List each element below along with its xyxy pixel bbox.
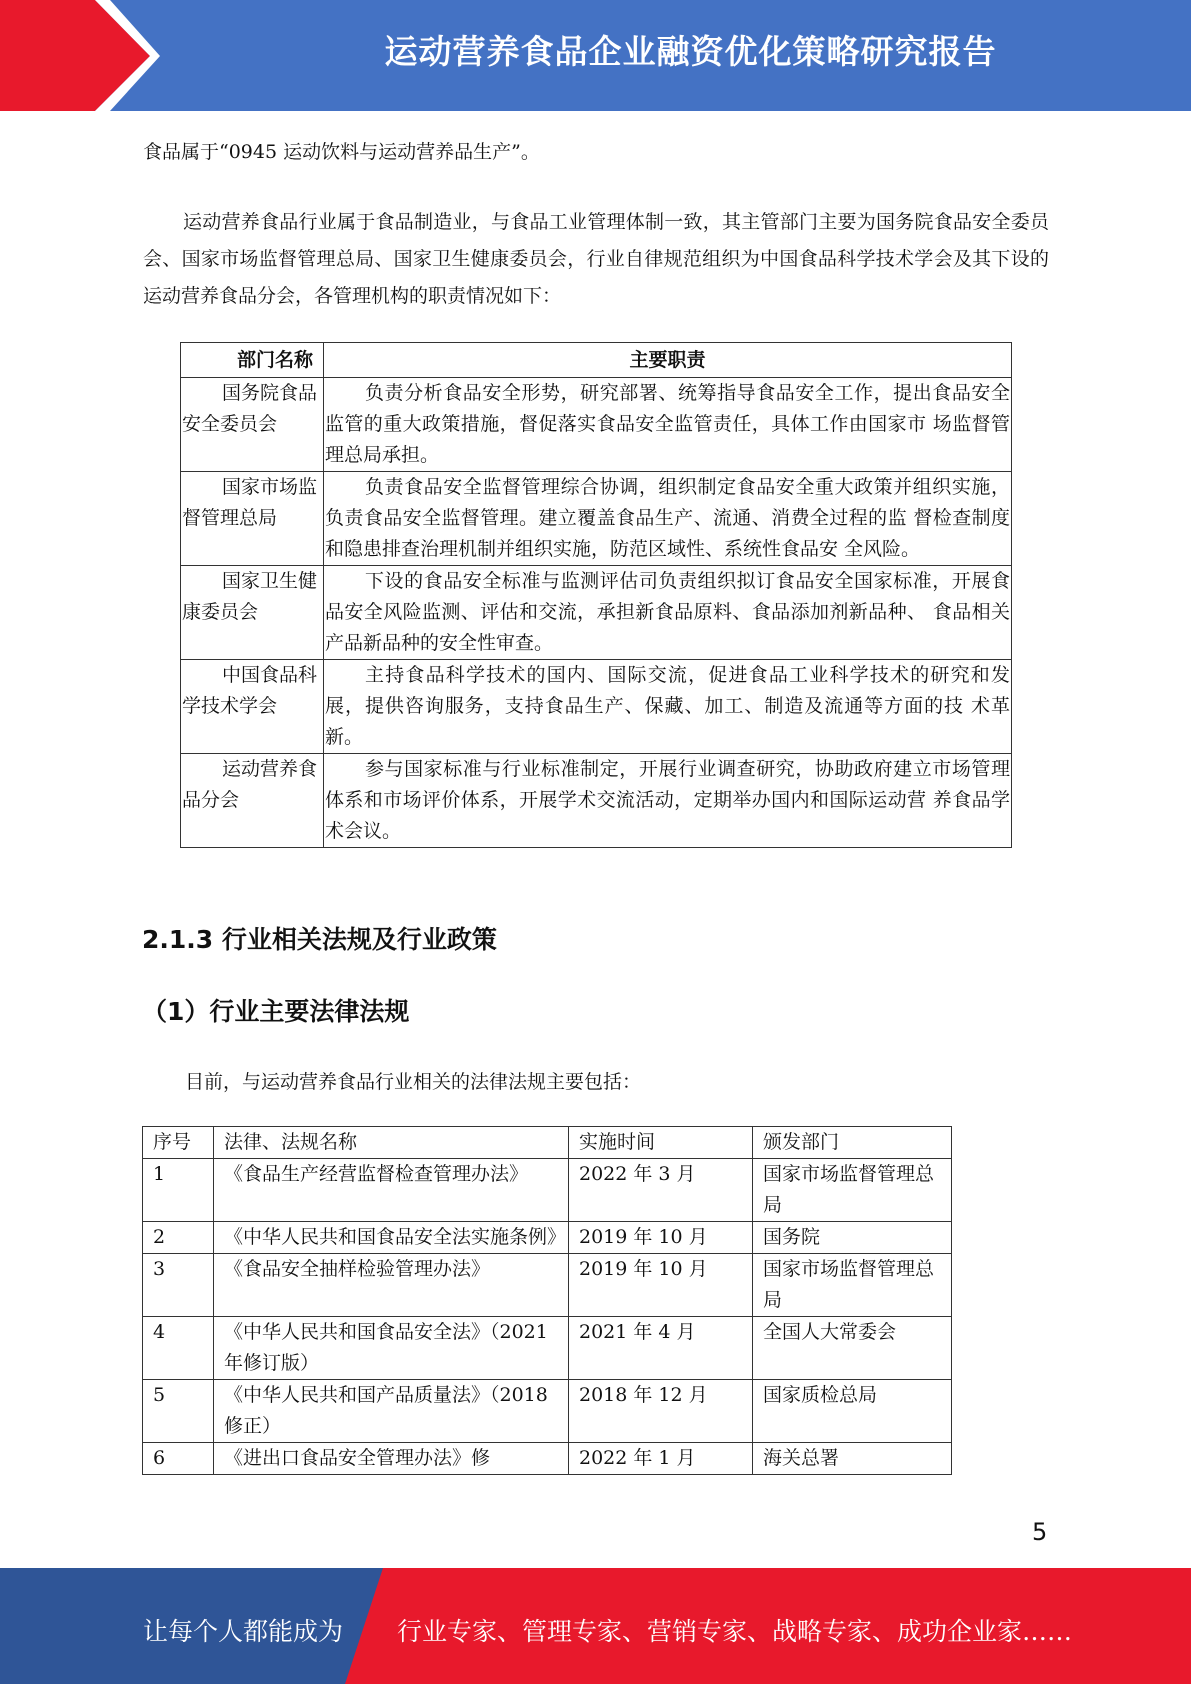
footer-slogan-left: 让每个人都能成为: [143, 1617, 344, 1646]
table-row: [181, 472, 1012, 566]
column-header: 主要职责: [324, 343, 1012, 378]
footer-banner: [0, 1568, 1191, 1684]
page-title: 运动营养食品企业融资优化策略研究报告: [384, 32, 997, 71]
table-row: [143, 1222, 952, 1254]
subsection-heading: （1）行业主要法律法规: [142, 997, 410, 1026]
table-cell: 《食品生产经营监督检查管理办法》: [214, 1159, 569, 1222]
duty-cell: 负责分析食品安全形势，研究部署、统筹指导食品安全工作，提出食品安全监管的重大政策措施，督促落实食品安全监管责任，具体工作由国家市 场监督管理总局承担。: [324, 378, 1012, 472]
duty-cell: 负责食品安全监督管理综合协调，组织制定食品安全重大政策并组织实施，负责食品安全监督管理。建立覆盖食品生产、流通、消费全过程的监 督检查制度和隐患排查治理机制并组织实施，防范区域性、系统性食品安 全风险。: [324, 472, 1012, 566]
table-cell: 2019 年 10 月: [569, 1222, 753, 1254]
table-cell: 国家市场监督管理总局: [753, 1254, 952, 1317]
table-cell: 2022 年 3 月: [569, 1159, 753, 1222]
table-cell: 6: [143, 1443, 214, 1475]
table-cell: 4: [143, 1317, 214, 1380]
header-banner: [0, 0, 1191, 111]
table-row: [181, 378, 1012, 472]
table-cell: 国家质检总局: [753, 1380, 952, 1443]
department-cell: 国务院食品 安全委员会: [181, 378, 324, 472]
footer-slogan-right: 行业专家、管理专家、营销专家、战略专家、成功企业家……: [397, 1617, 1073, 1646]
column-header: 部门名称: [181, 343, 324, 378]
department-cell: 国家市场监 督管理总局: [181, 472, 324, 566]
duty-cell: 下设的食品安全标准与监测评估司负责组织拟订食品安全国家标准，开展食品安全风险监测、评估和交流，承担新食品原料、食品添加剂新品种、 食品相关产品新品种的安全性审查。: [324, 566, 1012, 660]
duty-cell: 参与国家标准与行业标准制定，开展行业调查研究，协助政府建立市场管理体系和市场评价体系，开展学术交流活动，定期举办国内和国际运动营 养食品学术会议。: [324, 754, 1012, 848]
table-header-row: [143, 1127, 952, 1159]
duty-cell: 主持食品科学技术的国内、国际交流，促进食品工业科学技术的研究和发展，提供咨询服务，支持食品生产、保藏、加工、制造及流通等方面的技 术革新。: [324, 660, 1012, 754]
column-header: 序号: [143, 1127, 214, 1159]
column-header: 法律、法规名称: [214, 1127, 569, 1159]
table-header-row: [181, 343, 1012, 378]
table-cell: 2: [143, 1222, 214, 1254]
table-row: [181, 660, 1012, 754]
section-heading: 2.1.3 行业相关法规及行业政策: [142, 925, 497, 954]
column-header: 实施时间: [569, 1127, 753, 1159]
table-row: [143, 1254, 952, 1317]
intro-paragraph-1: 食品属于“0945 运动饮料与运动营养品生产”。: [143, 141, 540, 163]
department-cell: 中国食品科 学技术学会: [181, 660, 324, 754]
table-cell: 5: [143, 1380, 214, 1443]
table-cell: 《中华人民共和国食品安全法》（2021 年修订版）: [214, 1317, 569, 1380]
table-row: [143, 1380, 952, 1443]
department-duties-table: [180, 342, 1012, 848]
table-cell: 2022 年 1 月: [569, 1443, 753, 1475]
laws-intro-paragraph: 目前，与运动营养食品行业相关的法律法规主要包括：: [185, 1071, 642, 1093]
column-header: 颁发部门: [753, 1127, 952, 1159]
table-cell: 1: [143, 1159, 214, 1222]
page-number: 5: [1032, 1518, 1048, 1546]
table-row: [143, 1317, 952, 1380]
table-cell: 2021 年 4 月: [569, 1317, 753, 1380]
table-cell: 全国人大常委会: [753, 1317, 952, 1380]
laws-table: [142, 1126, 952, 1475]
table-cell: 国务院: [753, 1222, 952, 1254]
table-row: [143, 1159, 952, 1222]
table-row: [181, 566, 1012, 660]
table-cell: 2018 年 12 月: [569, 1380, 753, 1443]
department-cell: 国家卫生健 康委员会: [181, 566, 324, 660]
header-arrow-decoration: [0, 0, 200, 111]
table-cell: 《中华人民共和国产品质量法》（2018 修正）: [214, 1380, 569, 1443]
table-cell: 《食品安全抽样检验管理办法》: [214, 1254, 569, 1317]
table-cell: 《中华人民共和国食品安全法实施条例》: [214, 1222, 569, 1254]
table-cell: 3: [143, 1254, 214, 1317]
intro-paragraph-2: 运动营养食品行业属于食品制造业，与食品工业管理体制一致，其主管部门主要为国务院食品安全委员会、国家市场监督管理总局、国家卫生健康委员会，行业自律规范组织为中国食品科学技术学会及其下设的运动营养食品分会，各管理机构的职责情况如下：: [143, 211, 1049, 307]
table-cell: 海关总署: [753, 1443, 952, 1475]
table-cell: 国家市场监督管理总局: [753, 1159, 952, 1222]
table-cell: 2019 年 10 月: [569, 1254, 753, 1317]
table-row: [143, 1443, 952, 1475]
table-row: [181, 754, 1012, 848]
table-cell: 《进出口食品安全管理办法》修: [214, 1443, 569, 1475]
department-cell: 运动营养食 品分会: [181, 754, 324, 848]
